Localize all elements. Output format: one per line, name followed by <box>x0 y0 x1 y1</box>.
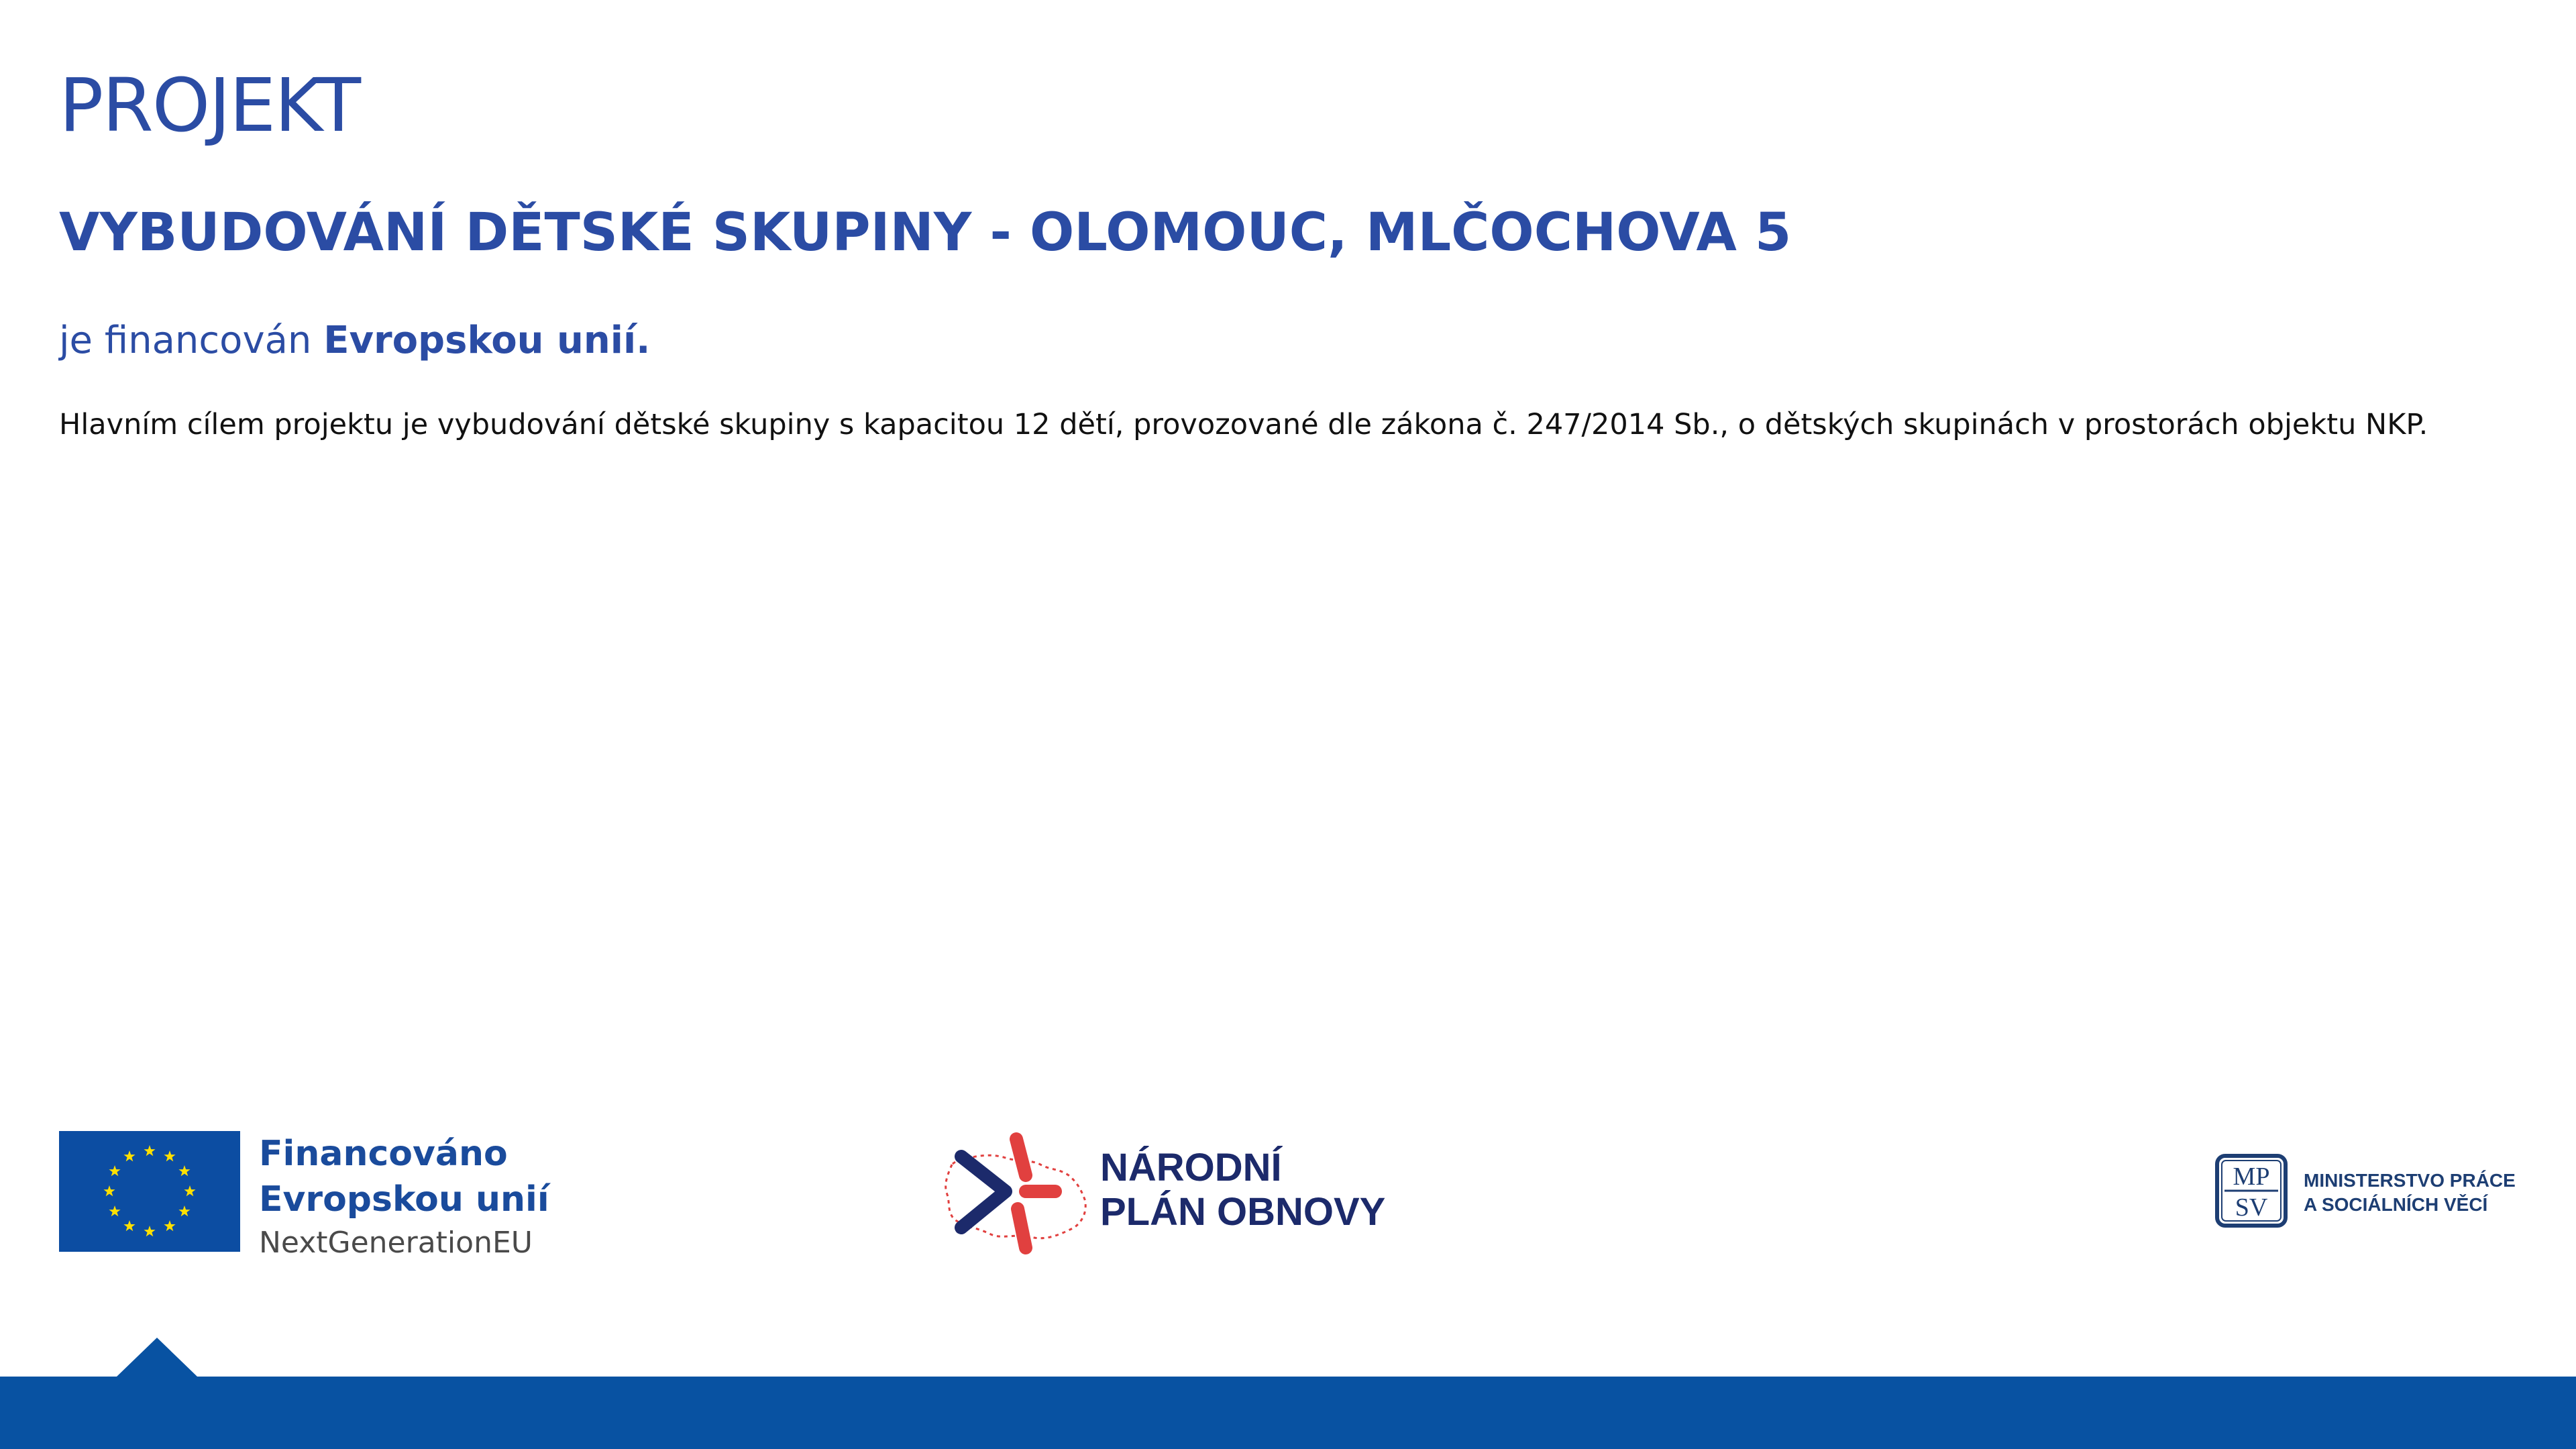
eu-logo-line2: Evropskou unií <box>259 1179 549 1220</box>
eu-funding-logo <box>59 1131 549 1260</box>
npo-emblem-icon <box>936 1127 1097 1261</box>
eu-logo-line1: Financováno <box>259 1134 508 1174</box>
funding-funder: Evropskou unií. <box>323 319 651 362</box>
mpsv-monogram-top: MP <box>2233 1163 2270 1191</box>
mpsv-logo-line2: A SOCIÁLNÍCH VĚCÍ <box>2304 1194 2488 1215</box>
eu-logo-text <box>259 1131 549 1264</box>
mpsv-monogram-icon <box>2215 1154 2288 1228</box>
npo-logo-text <box>1100 1146 1385 1234</box>
eu-logo-line3: NextGenerationEU <box>259 1226 533 1260</box>
mpsv-logo-line1: MINISTERSTVO PRÁCE <box>2304 1170 2516 1191</box>
npo-logo-line2: PLÁN OBNOVY <box>1100 1190 1386 1234</box>
project-title: VYBUDOVÁNÍ DĚTSKÉ SKUPINY - OLOMOUC, MLČOCHOVA 5 <box>59 203 1792 263</box>
eu-flag-icon <box>59 1131 240 1252</box>
mpsv-logo-text <box>2304 1169 2516 1217</box>
funding-prefix: je financován <box>59 319 312 362</box>
mpsv-monogram-bottom: SV <box>2235 1193 2268 1222</box>
narodni-plan-obnovy-logo <box>936 1127 1405 1261</box>
project-description: Hlavním cílem projektu je vybudování dětské skupiny s kapacitou 12 dětí, provozované dle zákona č. 247/2014 Sb., o dětských skupinách v prostorách objektu NKP. <box>59 408 2428 441</box>
npo-logo-line1: NÁRODNÍ <box>1100 1146 1282 1189</box>
funding-statement <box>59 314 650 368</box>
page-label: PROJEKT <box>59 62 360 148</box>
mpsv-logo <box>2215 1154 2537 1232</box>
footer-bar <box>0 1377 2576 1449</box>
footer-notch <box>117 1338 197 1377</box>
